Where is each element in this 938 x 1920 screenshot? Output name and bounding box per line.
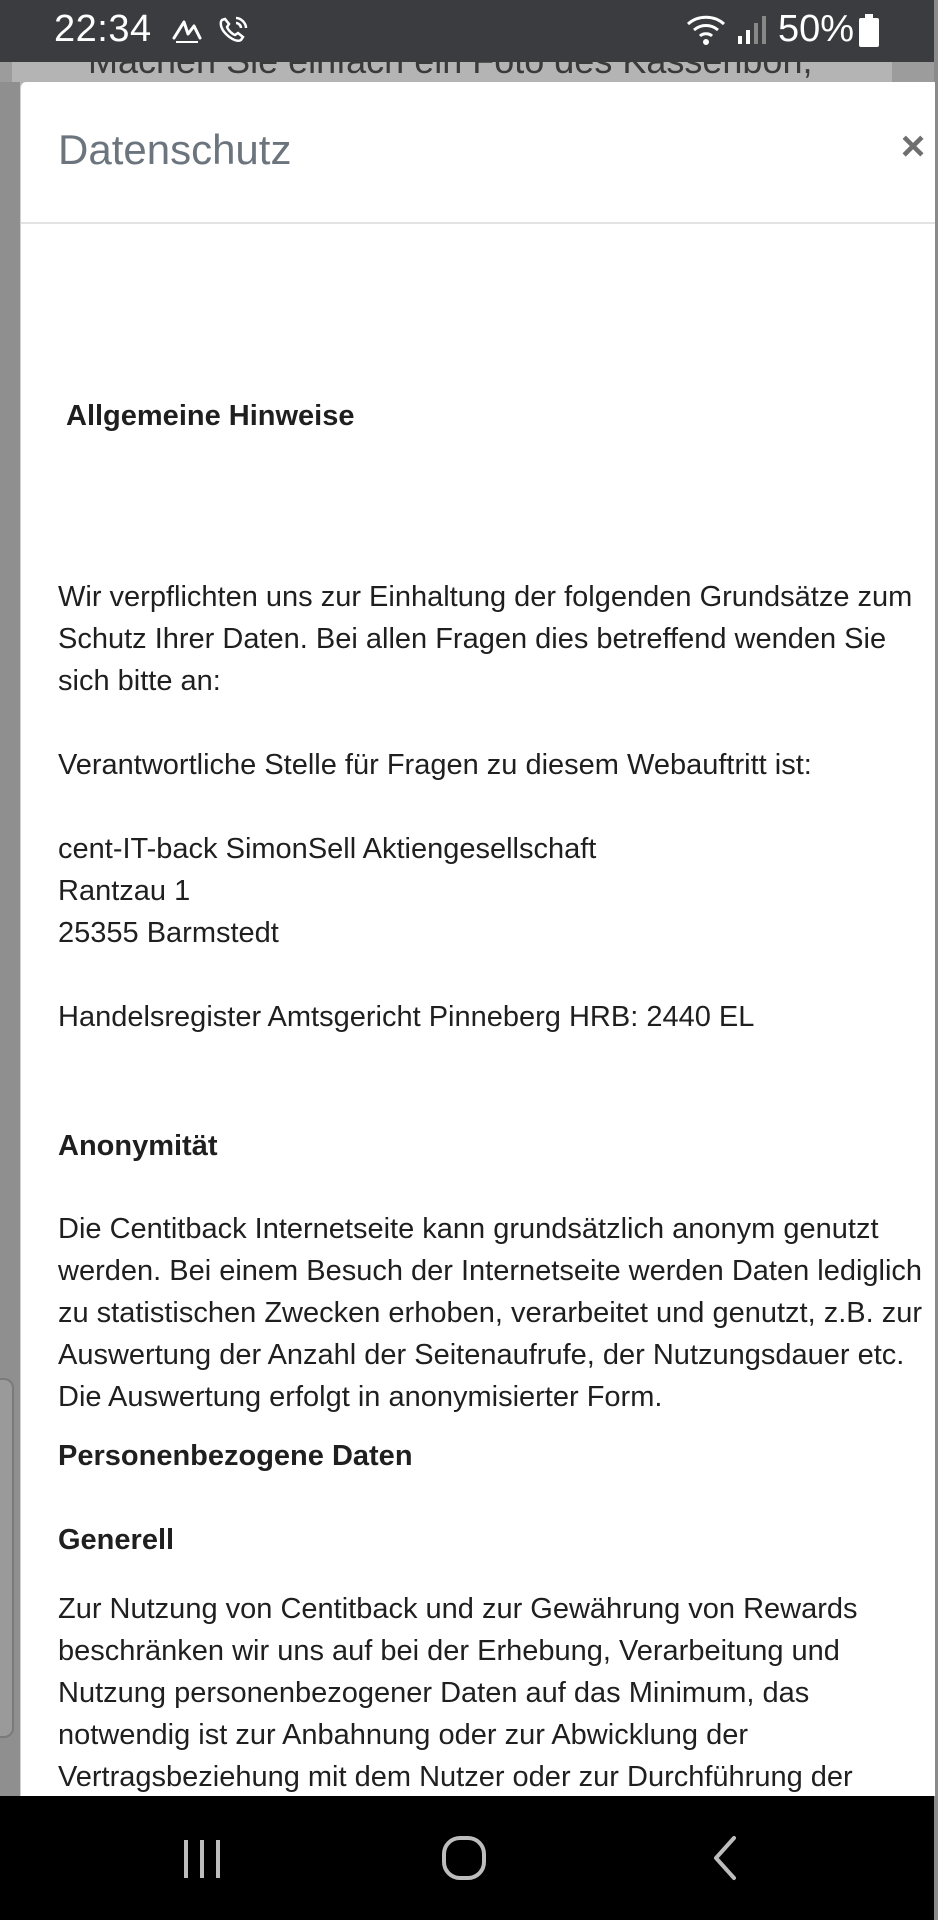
- heading-general: Allgemeine Hinweise: [66, 400, 355, 432]
- battery-percentage: 50%: [778, 8, 855, 50]
- back-icon[interactable]: [696, 1828, 756, 1888]
- heading-personal-data: Personenbezogene Daten: [58, 1440, 413, 1472]
- close-button[interactable]: ×: [900, 122, 926, 169]
- paragraph-generell: Zur Nutzung von Centitback und zur Gewährung von Rewards beschränken wir uns auf bei der Erhebung, Verarbeitung und Nutzung personenbezogener Daten auf das Minimum, das notwendig ist zur Anbahnung oder zur Abwicklung der Vertragsbeziehung mit dem Nutzer oder zur Durchführung der: [58, 1593, 858, 1793]
- paragraph-anonymity: Die Centitback Internetseite kann grundsätzlich anonym genutzt werden. Bei einem Besuch der Internetseite werden Daten lediglich zu statistischen Zwecken erhoben, verarbeitet und genutzt, z.B. zur Auswertung der Anzahl der Seitenaufrufe, der Nutzungsdauer etc. Die Auswertung erfolgt in anonymisierter Form.: [58, 1213, 923, 1413]
- heading-generell: Generell: [58, 1524, 175, 1556]
- signature-icon: [170, 14, 204, 53]
- background-scroll-handle: [0, 1378, 14, 1738]
- status-bar: [0, 0, 934, 62]
- modal-title: Datenschutz: [58, 126, 292, 173]
- address-line-2: Rantzau 1: [58, 875, 191, 907]
- wifi-call-icon: [214, 14, 252, 53]
- navigation-bar: [0, 1796, 934, 1920]
- wifi-icon: [686, 14, 726, 51]
- home-icon[interactable]: [434, 1828, 494, 1888]
- recent-apps-icon[interactable]: [172, 1828, 232, 1888]
- heading-anonymity: Anonymität: [58, 1130, 218, 1162]
- address-line-3: 25355 Barmstedt: [58, 917, 279, 949]
- privacy-modal: [20, 82, 935, 1796]
- status-time: 22:34: [54, 8, 152, 50]
- register-info: Handelsregister Amtsgericht Pinneberg HRB: 2440 EL: [58, 1001, 755, 1033]
- paragraph-commitment: Wir verpflichten uns zur Einhaltung der folgenden Grundsätze zum Schutz Ihrer Daten. Bei allen Fragen dies betreffend wenden Sie sich bitte an:: [58, 581, 913, 697]
- signal-icon: [736, 14, 768, 51]
- modal-header: [21, 82, 935, 224]
- address-line-1: cent-IT-back SimonSell Aktiengesellschaft: [58, 833, 597, 865]
- battery-icon: [858, 14, 880, 53]
- paragraph-responsible: Verantwortliche Stelle für Fragen zu diesem Webauftritt ist:: [58, 749, 812, 781]
